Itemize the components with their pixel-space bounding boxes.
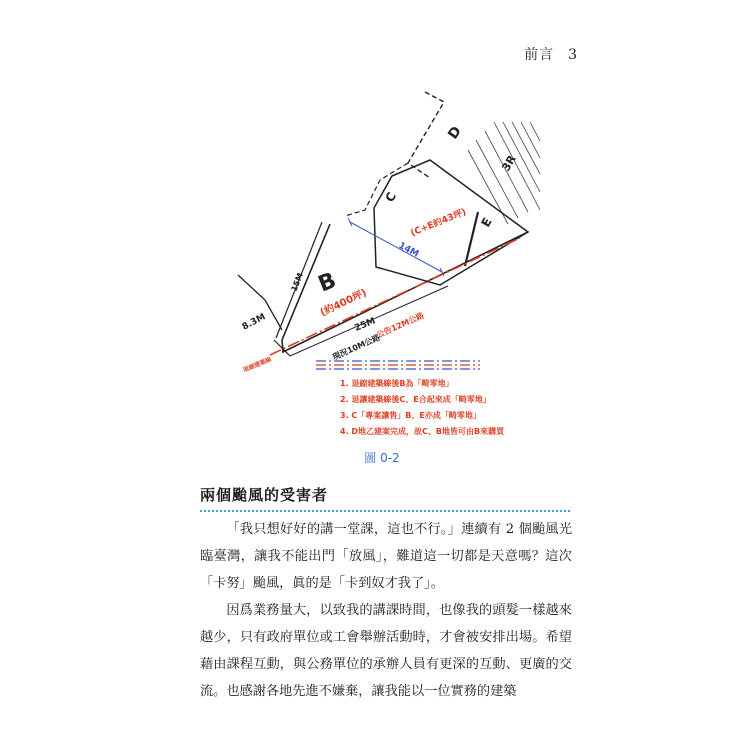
legend-item: 1. 退縮建築線後B為「畸零地」 — [340, 379, 454, 388]
legend-lines — [316, 361, 480, 369]
legend — [340, 378, 505, 437]
label-setback: 退縮建築線 — [242, 356, 273, 374]
label-b: B — [314, 268, 340, 298]
label-25m: 25M — [353, 316, 378, 334]
label-c-e-area: (C+E約43坪) — [409, 207, 468, 239]
label-15m: 15M — [289, 271, 306, 293]
paragraph: 因爲業務量大，以致我的講課時間，也像我的頭髮一樣越來越少，只有政府單位或工會舉辦活動時，才會被安排出場。希望藉由課程互動，與公務單位的承辦人員有更深的互動、更廣的交流。也感謝各地先進不嫌棄，讓我能以一位實務的建築 — [200, 603, 572, 699]
road-hatching — [468, 122, 540, 224]
label-d: D — [445, 123, 465, 143]
label-c: C — [382, 189, 400, 205]
body-text — [200, 516, 572, 705]
section-title: 兩個颱風的受害者 — [200, 484, 570, 512]
paragraph: 「我只想好好的講一堂課，這也不行。」連續有 2 個颱風光臨臺灣，讓我不能出門「放風」，難道這一切都是天意嗎？這次「卡努」颱風，眞的是「卡到奴才我了」。 — [200, 522, 572, 591]
section-name: 前言 — [524, 47, 555, 63]
label-e: E — [478, 215, 495, 230]
label-10m-road: 現況10M公路 — [331, 332, 382, 362]
parcel-d-boundary — [408, 92, 444, 178]
label-b-area: (約400坪) — [318, 287, 369, 319]
page-number: 3 — [568, 47, 578, 63]
figure-caption: 圖 0-2 — [364, 451, 400, 465]
label-3r: 3R — [499, 153, 519, 174]
legend-item: 3. C「專案讓售」B、E亦成「畸零地」 — [340, 411, 481, 420]
label-14m: 14M — [396, 240, 421, 260]
legend-item: 4. D地乙建案完成，故C、B地皆可由B來購買 — [340, 427, 505, 436]
label-8-3m: 8.3M — [240, 312, 268, 333]
label-12m-road: 公告12M公路 — [375, 310, 426, 340]
parcel-c-upper-dashed — [345, 163, 408, 216]
legend-item: 2. 退讓建築線後C、E合起來成「畸零地」 — [340, 395, 491, 404]
